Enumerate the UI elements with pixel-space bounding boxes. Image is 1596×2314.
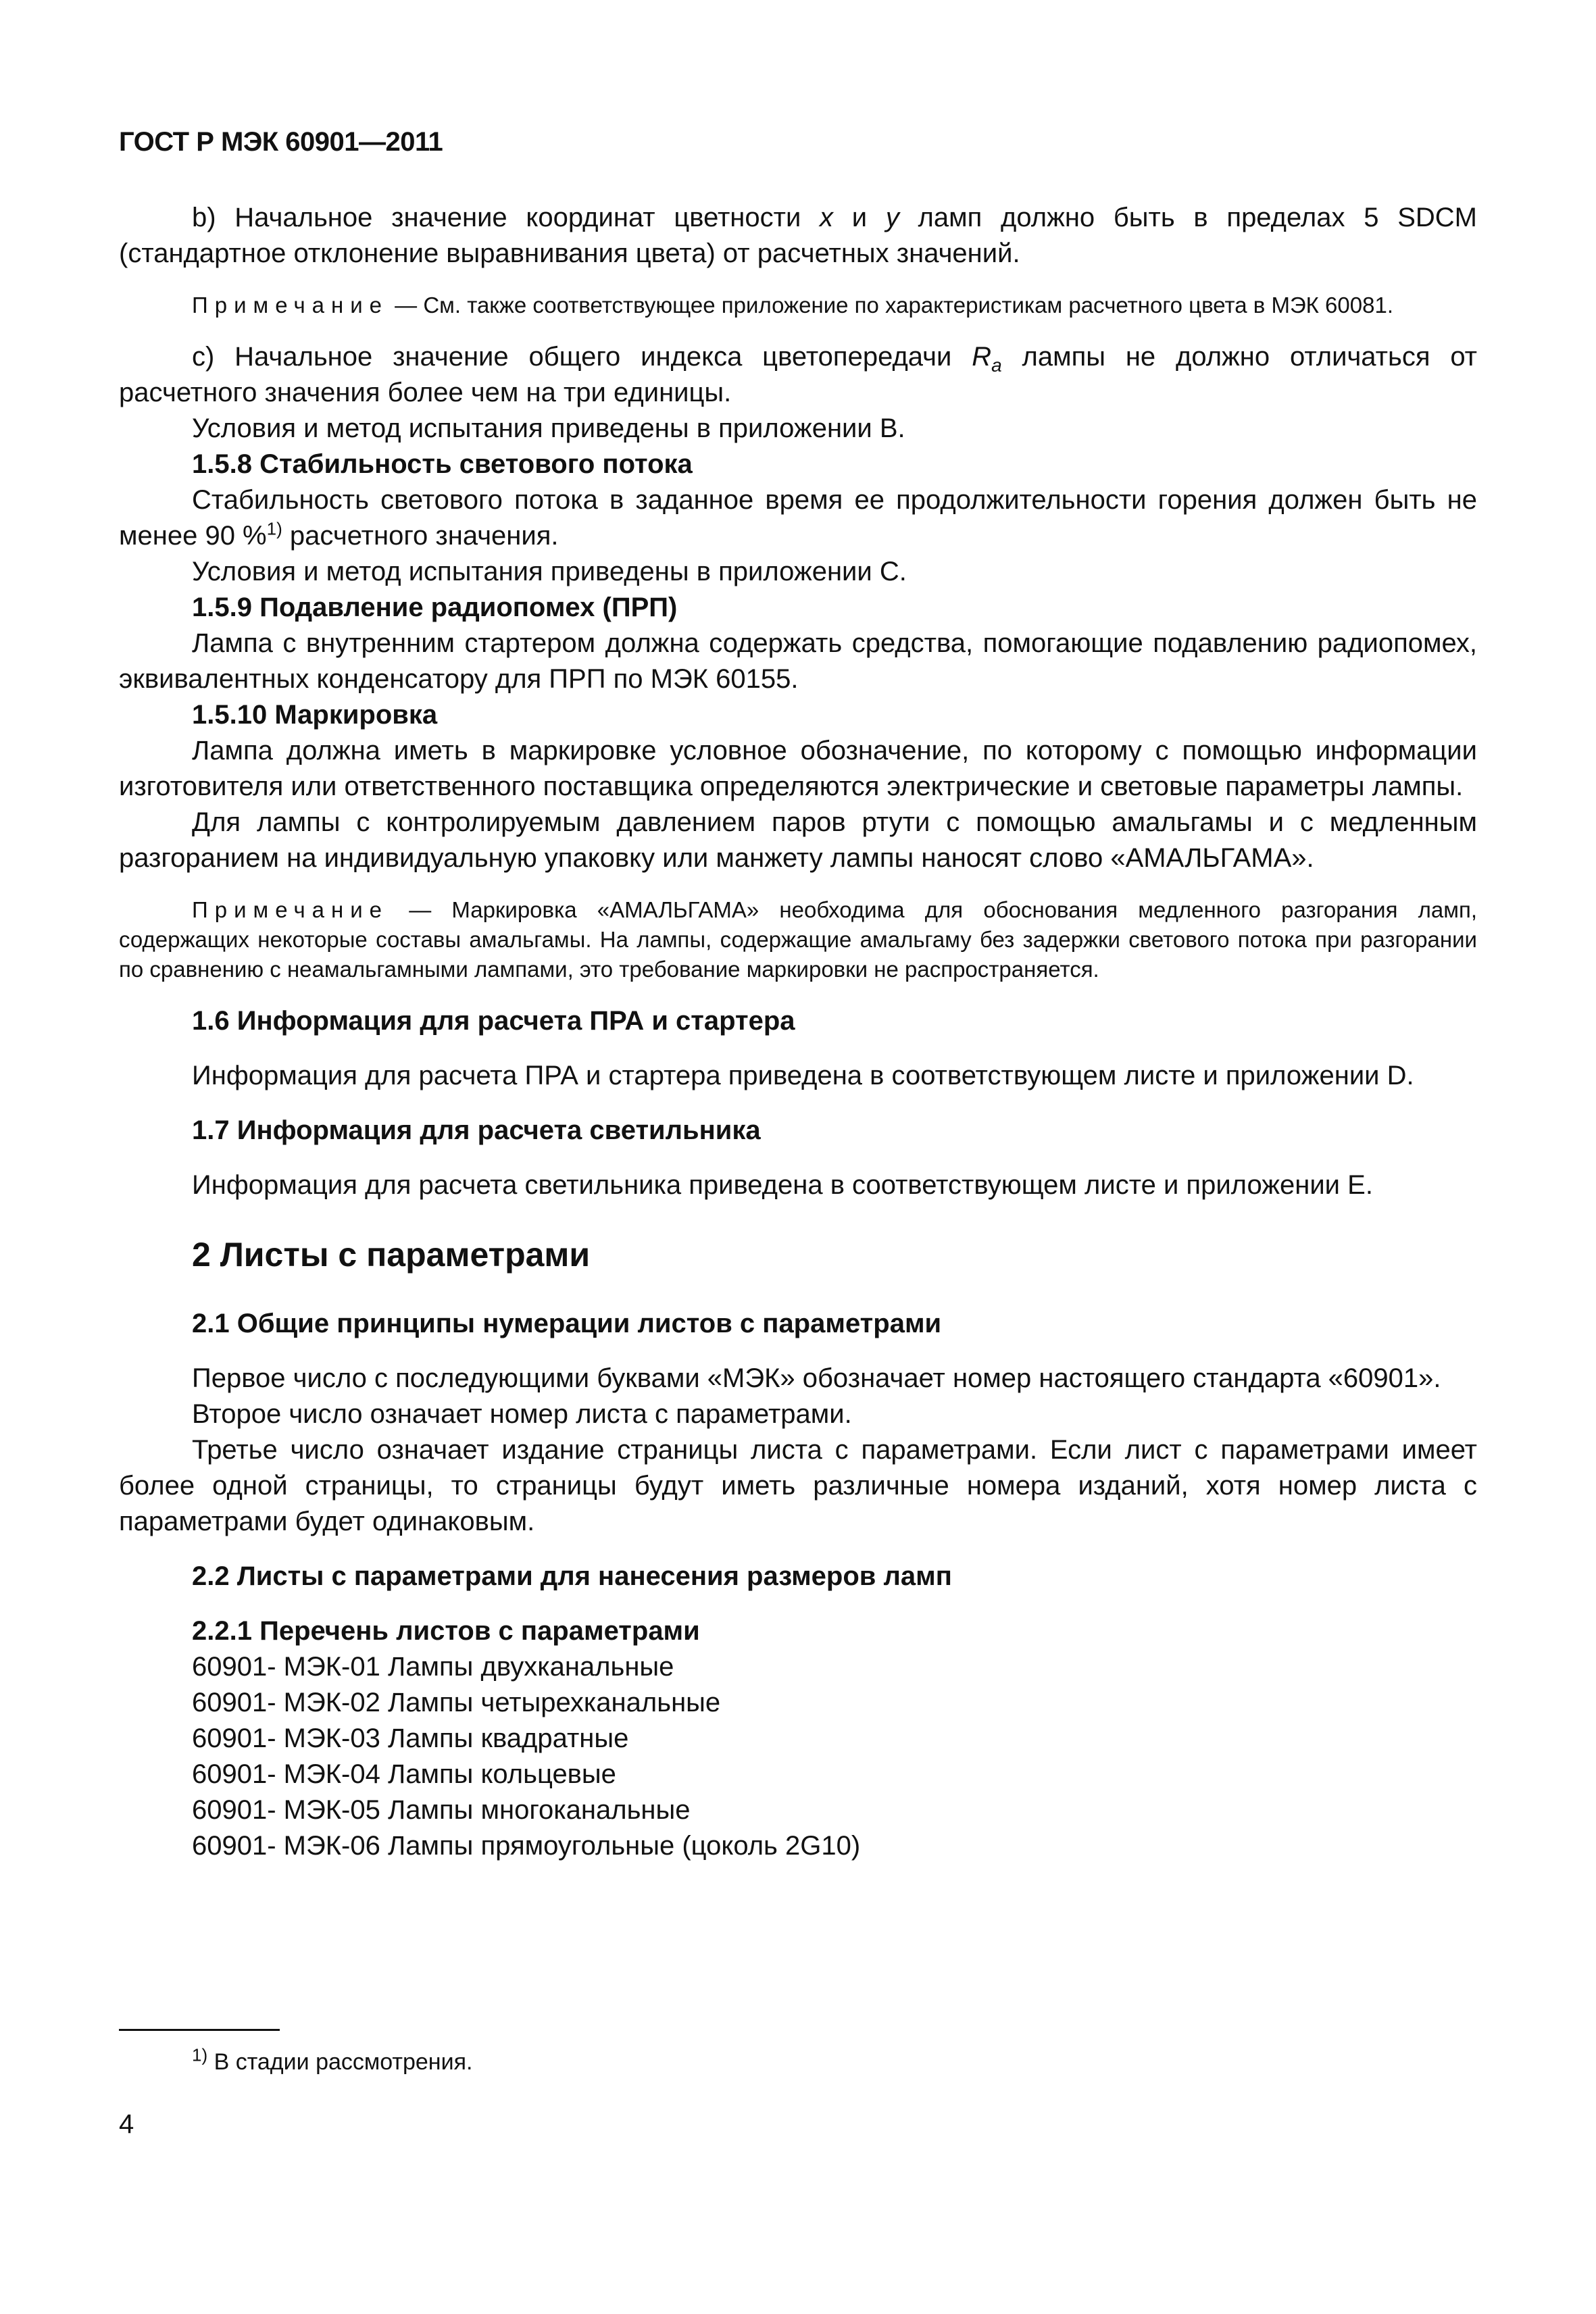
footnote-text: В стадии рассмотрения. [207,2049,473,2075]
paragraph-c [119,339,1477,411]
paragraph-2-1-a: Первое число с последующими буквами «МЭК» обозначает номер настоящего стандарта «60901». [192,1363,1441,1393]
paragraph-1-5-10-a: Лампа должна иметь в маркировке условное обозначение, по которому с помощью информации изготовителя или ответственного поставщика определяются электрические и световые параметры лампы. [119,736,1477,801]
document-header: ГОСТ Р МЭК 60901—2011 [119,127,443,157]
note-label: Примечание [192,293,389,318]
paragraph-cond-b: Условия и метод испытания приведены в приложении B. [192,413,905,443]
var-R: R [972,342,992,372]
var-y: y [885,203,899,232]
text: расчетного значения. [282,521,559,551]
paragraph-2-1-c: Третье число означает издание страницы листа с параметрами. Если лист с параметрами имеет более одной страницы, то страницы будут иметь различные номера изданий, хотя номер листа с параметрами будет одинаковым. [119,1435,1477,1536]
list-item: 60901- МЭК-06 Лампы прямоугольные (цоколь 2G10) [192,1831,861,1861]
heading-1-5-8: 1.5.8 Стабильность светового потока [192,449,693,479]
heading-1-5-9: 1.5.9 Подавление радиопомех (ПРП) [192,593,678,622]
paragraph-1-5-9: Лампа с внутренним стартером должна содержать средства, помогающие подавлению радиопомех, эквивалентных конденсатору для ПРП по МЭК 60155. [119,628,1477,694]
footnote [192,2044,473,2077]
paragraph-1-6: Информация для расчета ПРА и стартера приведена в соответствующем листе и приложении D. [192,1061,1414,1090]
heading-1-7: 1.7 Информация для расчета светильника [192,1115,761,1145]
list-item: 60901- МЭК-01 Лампы двухканальные [192,1652,674,1682]
var-x: x [820,203,834,232]
text: ламп должно быть в пределах 5 SDCM (стандартное отклонение выравнивания цвета) от расчетных значений. [119,203,1477,268]
paragraph-2-1-b: Второе число означает номер листа с параметрами. [192,1399,852,1429]
list-item: 60901- МЭК-05 Лампы многоканальные [192,1795,691,1825]
sheet-list [119,1649,1477,1864]
heading-2-1: 2.1 Общие принципы нумерации листов с параметрами [192,1309,942,1338]
heading-2-2-1: 2.2.1 Перечень листов с параметрами [192,1616,700,1646]
document-body [119,200,1477,1864]
list-item: 60901- МЭК-02 Лампы четырехканальные [192,1688,721,1717]
page-number: 4 [119,2109,134,2139]
heading-1-5-10: 1.5.10 Маркировка [192,700,438,730]
footnote-mark: 1) [192,2044,208,2065]
text: b) Начальное значение координат цветности [192,203,820,232]
heading-1-6: 1.6 Информация для расчета ПРА и стартера [192,1006,795,1036]
note-1 [119,291,1477,320]
paragraph-b [119,200,1477,272]
text: c) Начальное значение общего индекса цветопередачи [192,342,972,372]
note-label: Примечание [192,897,389,922]
text: лампы не должно отличаться от расчетного значения более чем на три единицы. [119,342,1478,407]
footnote-ref: 1) [266,518,282,539]
note-text: — См. также соответствующее приложение по характеристикам расчетного цвета в МЭК 60081. [389,293,1393,318]
paragraph-1-7: Информация для расчета светильника приведена в соответствующем листе и приложении E. [192,1170,1373,1200]
paragraph-1-5-8 [119,482,1477,554]
note-text: — Маркировка «АМАЛЬГАМА» необходима для обоснования медленного разгорания ламп, содержащих некоторые составы амальгамы. На лампы, содержащие амальгаму без задержки светового потока при разгорании по сравнению с неамальгамными лампами, это требование маркировки не распространяется. [119,897,1477,982]
note-2 [119,895,1477,984]
paragraph-cond-c: Условия и метод испытания приведены в приложении C. [192,557,907,586]
text: Стабильность светового потока в заданное время ее продолжительности горения должен быть не менее 90 % [119,485,1477,551]
list-item: 60901- МЭК-03 Лампы квадратные [192,1724,629,1753]
list-item: 60901- МЭК-04 Лампы кольцевые [192,1759,616,1789]
heading-2: 2 Листы с параметрами [192,1236,591,1274]
text: и [833,203,886,232]
heading-2-2: 2.2 Листы с параметрами для нанесения размеров ламп [192,1561,952,1591]
var-a: a [991,355,1002,376]
paragraph-1-5-10-b: Для лампы с контролируемым давлением паров ртути с помощью амальгамы и с медленным разгоранием на индивидуальную упаковку или манжету лампы наносят слово «АМАЛЬГАМА». [119,807,1477,873]
footnote-separator [119,2029,280,2031]
